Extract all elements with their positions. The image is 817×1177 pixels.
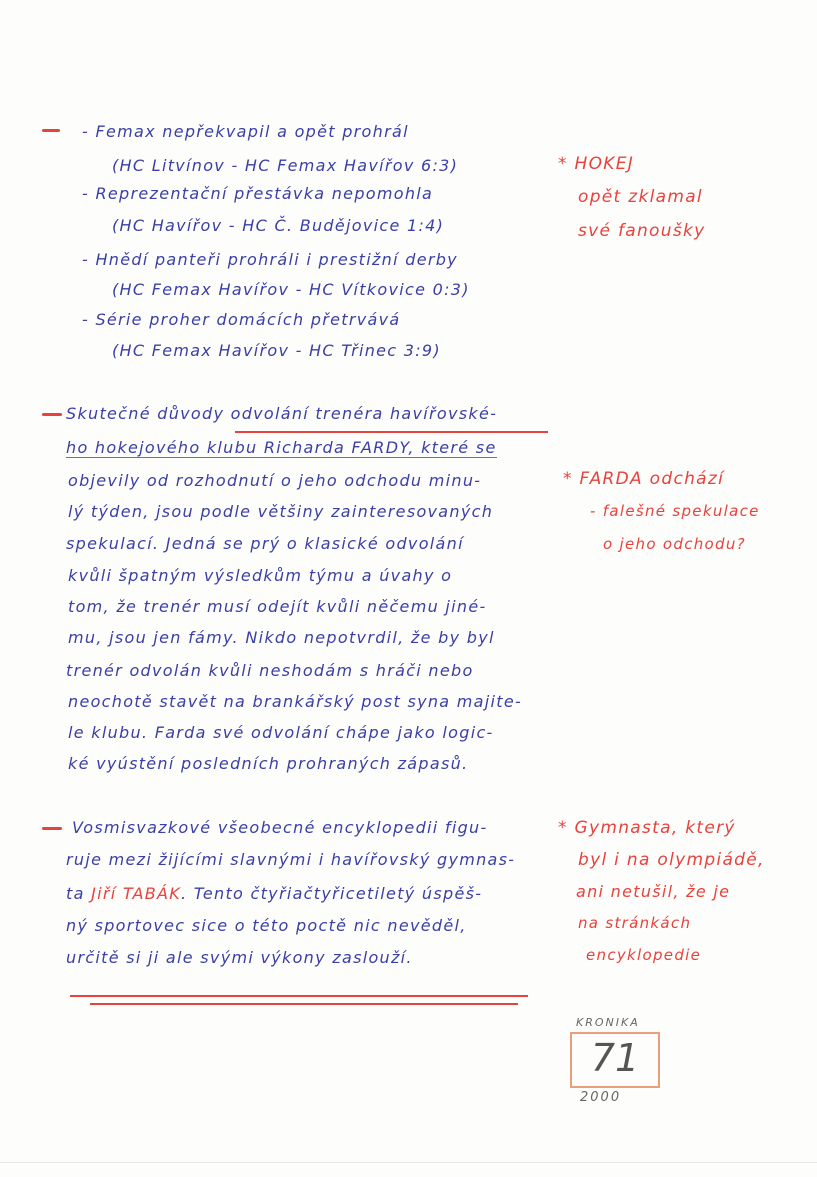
margin-note: byl i na olympiádě, [578, 850, 765, 870]
margin-note: opět zklamal [578, 187, 703, 207]
stamp-label: KRONIKA [576, 1016, 640, 1029]
underline [235, 431, 548, 433]
paragraph-line: ké vyústění posledních prohraných zápasů. [68, 754, 469, 773]
page-edge [0, 1162, 817, 1163]
score-line: (HC Litvínov - HC Femax Havířov 6:3) [112, 156, 459, 175]
margin-note: své fanoušky [578, 221, 706, 241]
paragraph-line: lý týden, jsou podle většiny zainteresovaných [68, 502, 494, 521]
paragraph-line: Skutečné důvody odvolání trenéra havířovské- [66, 404, 498, 423]
margin-note: na stránkách [578, 914, 692, 932]
margin-note: * FARDA odchází [563, 469, 725, 489]
end-rule [90, 1003, 518, 1005]
paragraph-line: mu, jsou jen fámy. Nikdo nepotvrdil, že by byl [68, 628, 495, 647]
red-bullet [42, 129, 60, 132]
paragraph-line: Vosmisvazkové všeobecné encyklopedii figu- [72, 818, 488, 837]
paragraph-line: ruje mezi žijícími slavnými i havířovský gymnas- [66, 850, 516, 869]
margin-note: - falešné spekulace [590, 502, 760, 520]
paragraph-line: určitě si ji ale svými výkony zaslouží. [66, 948, 413, 967]
paragraph-line: ný sportovec sice o této poctě nic nevěděl, [66, 916, 467, 935]
paragraph-line: neochotě stavět na brankářský post syna majite- [68, 692, 523, 711]
score-line: (HC Femax Havířov - HC Třinec 3:9) [112, 341, 441, 360]
red-bullet [42, 827, 62, 830]
paragraph-line: kvůli špatným výsledkům týmu a úvahy o [68, 566, 453, 585]
paragraph-line: spekulací. Jedná se prý o klasické odvolání [66, 534, 464, 553]
margin-note: * Gymnasta, který [558, 818, 736, 838]
paragraph-line: le klubu. Farda své odvolání chápe jako logic- [68, 723, 494, 742]
paragraph-line: ta Jiří TABÁK. Tento čtyřiačtyřicetiletý úspěš- [66, 884, 483, 903]
page-stamp [570, 1032, 660, 1088]
red-bullet [42, 413, 62, 416]
margin-note: o jeho odchodu? [603, 535, 746, 553]
headline: - Hnědí panteři prohráli i prestižní derby [82, 250, 458, 269]
margin-note: ani netušil, že je [576, 882, 731, 901]
end-rule [70, 995, 528, 997]
score-line: (HC Havířov - HC Č. Budějovice 1:4) [112, 216, 445, 235]
margin-note: * HOKEJ [558, 154, 635, 174]
paragraph-line: objevily od rozhodnutí o jeho odchodu minu- [68, 471, 482, 490]
highlighted-name: Jiří TABÁK [91, 884, 182, 903]
score-line: (HC Femax Havířov - HC Vítkovice 0:3) [112, 280, 470, 299]
paragraph-line: tom, že trenér musí odejít kvůli něčemu jiné- [68, 597, 487, 616]
page-number: 71 [590, 1036, 640, 1080]
stamp-year: 2000 [580, 1090, 622, 1105]
headline: - Reprezentační přestávka nepomohla [82, 184, 434, 203]
headline: - Femax nepřekvapil a opět prohrál [82, 122, 409, 141]
headline: - Série proher domácích přetrvává [82, 310, 401, 329]
paragraph-line: ho hokejového klubu Richarda FARDY, které se [66, 438, 497, 457]
paragraph-line: trenér odvolán kvůli neshodám s hráči nebo [66, 661, 474, 680]
margin-note: encyklopedie [586, 946, 702, 964]
